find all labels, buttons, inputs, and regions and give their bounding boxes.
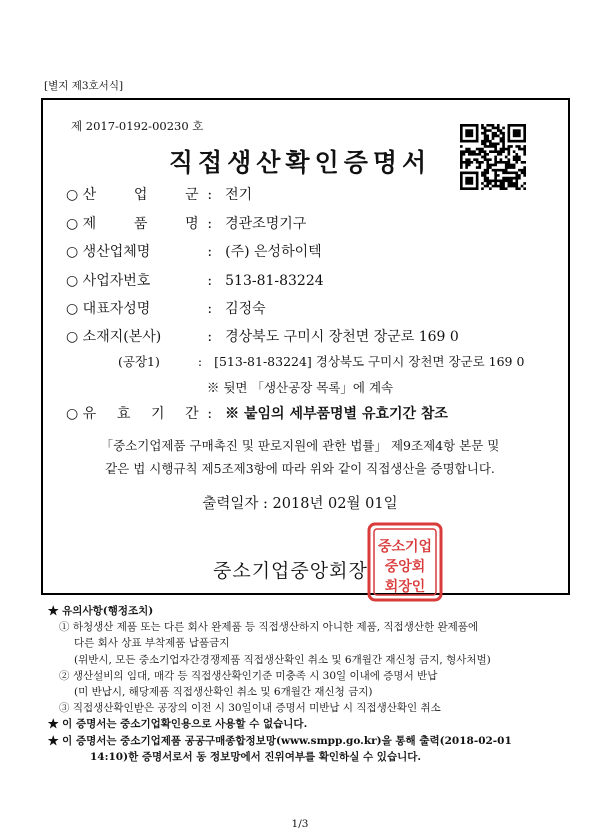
field-label: 유 효 기 간 <box>82 406 199 422</box>
field-value: 경관조명기구 <box>225 216 307 232</box>
field-industry: ○ 산 업 군 : 전기 <box>66 184 252 204</box>
caution-line: (위반시, 모든 중소기업자간경쟁제품 직접생산확인 취소 및 6개월간 재신청 금지, 형사처벌) <box>74 654 491 666</box>
issuer-name: 중소기업중앙회장 <box>213 560 368 582</box>
field-value: 전기 <box>225 187 253 203</box>
caution-line: 14:10)한 증명서로서 동 정보망에서 진위여부를 확인하실 수 있습니다. <box>90 751 422 763</box>
field-business-number: ○ 사업자번호 : 513-81-83224 <box>66 270 324 290</box>
certificate-number: 제 2017-0192-00230 호 <box>71 119 204 133</box>
form-number-label: [별지 제3호서식] <box>44 80 124 92</box>
bullet-icon: ○ <box>66 244 79 260</box>
caution-heading: ★ 유의사항(행정조치) <box>48 605 154 617</box>
bullet-icon: ○ <box>66 273 79 289</box>
field-value: ※ 붙임의 세부품명별 유효기간 참조 <box>225 406 448 422</box>
caution-line: ① 하청생산 제품 또는 다른 회사 완제품 등 직접생산하지 아니한 제품, 직접생산한 완제품에 <box>59 621 479 633</box>
field-headquarters-address: ○ 소재지(본사) : 경상북도 구미시 장천면 장군로 169 0 <box>66 326 459 346</box>
bullet-icon: ○ <box>66 216 79 232</box>
bullet-icon: ○ <box>66 329 79 345</box>
bullet-icon: ○ <box>66 406 79 422</box>
caution-line: ③ 직접생산확인받은 공장의 이전 시 30일이내 증명서 미반납 시 직접생산확인 취소 <box>59 702 441 714</box>
field-value: 경상북도 구미시 장천면 장군로 169 0 <box>225 329 459 345</box>
legal-notice-line: 「중소기업제품 구매촉진 및 판로지원에 관한 법률」 제9조제4항 본문 및 <box>100 438 500 453</box>
legal-notice-line: 같은 법 시행규칙 제5조제3항에 따라 위와 같이 직접생산을 증명합니다. <box>105 461 495 476</box>
field-label: 생산업체명 <box>82 244 151 260</box>
field-label: 대표자성명 <box>82 301 151 317</box>
field-company-name: ○ 생산업체명 : (주) 은성하이텍 <box>66 241 322 261</box>
field-validity-period: ○ 유 효 기 간 : ※ 붙임의 세부품명별 유효기간 참조 <box>66 403 448 423</box>
caution-line: ★ 이 증명서는 중소기업제품 공공구매종합정보망(www.smpp.go.kr)을 통해 출력(2018-02-01 <box>48 735 512 747</box>
factory-colon: : <box>197 354 203 369</box>
seal-text: 중앙회 <box>384 559 426 575</box>
field-label: 제 품 명 <box>82 216 199 232</box>
official-seal-icon <box>366 521 444 603</box>
seal-text: 회장인 <box>384 579 426 595</box>
certificate-title: 직접생산확인증명서 <box>168 148 432 177</box>
factory-value: [513-81-83224] 경상북도 구미시 장천면 장군로 169 0 <box>214 354 525 369</box>
field-value: 513-81-83224 <box>225 273 324 289</box>
bullet-icon: ○ <box>66 187 79 203</box>
factory-list-note: ※ 뒷면 「생산공장 목록」에 계속 <box>206 380 394 395</box>
field-label: 사업자번호 <box>82 273 151 289</box>
field-representative: ○ 대표자성명 : 김정숙 <box>66 298 266 318</box>
caution-line: (미 반납시, 해당제품 직접생산확인 취소 및 6개월간 재신청 금지) <box>74 686 373 698</box>
issue-date: 출력일자 : 2018년 02월 01일 <box>202 496 398 512</box>
factory-label: (공장1) <box>118 354 160 369</box>
caution-line: ② 생산설비의 임대, 매각 등 직접생산확인기준 미충족 시 30일 이내에 증명서 반납 <box>59 670 438 682</box>
field-product-name: ○ 제 품 명 : 경관조명기구 <box>66 213 306 233</box>
bullet-icon: ○ <box>66 301 79 317</box>
caution-line: 다른 회사 상표 부착제품 납품금지 <box>74 637 230 649</box>
field-value: 김정숙 <box>225 301 266 317</box>
caution-line: ★ 이 증명서는 중소기업확인용으로 사용할 수 없습니다. <box>48 718 308 730</box>
field-value: (주) 은성하이텍 <box>225 244 322 260</box>
factory-row <box>118 352 524 370</box>
page-number: 1/3 <box>291 818 309 830</box>
seal-text: 중소기업 <box>377 539 433 555</box>
field-label: 소재지(본사) <box>82 329 162 345</box>
field-label: 산 업 군 <box>82 187 199 203</box>
